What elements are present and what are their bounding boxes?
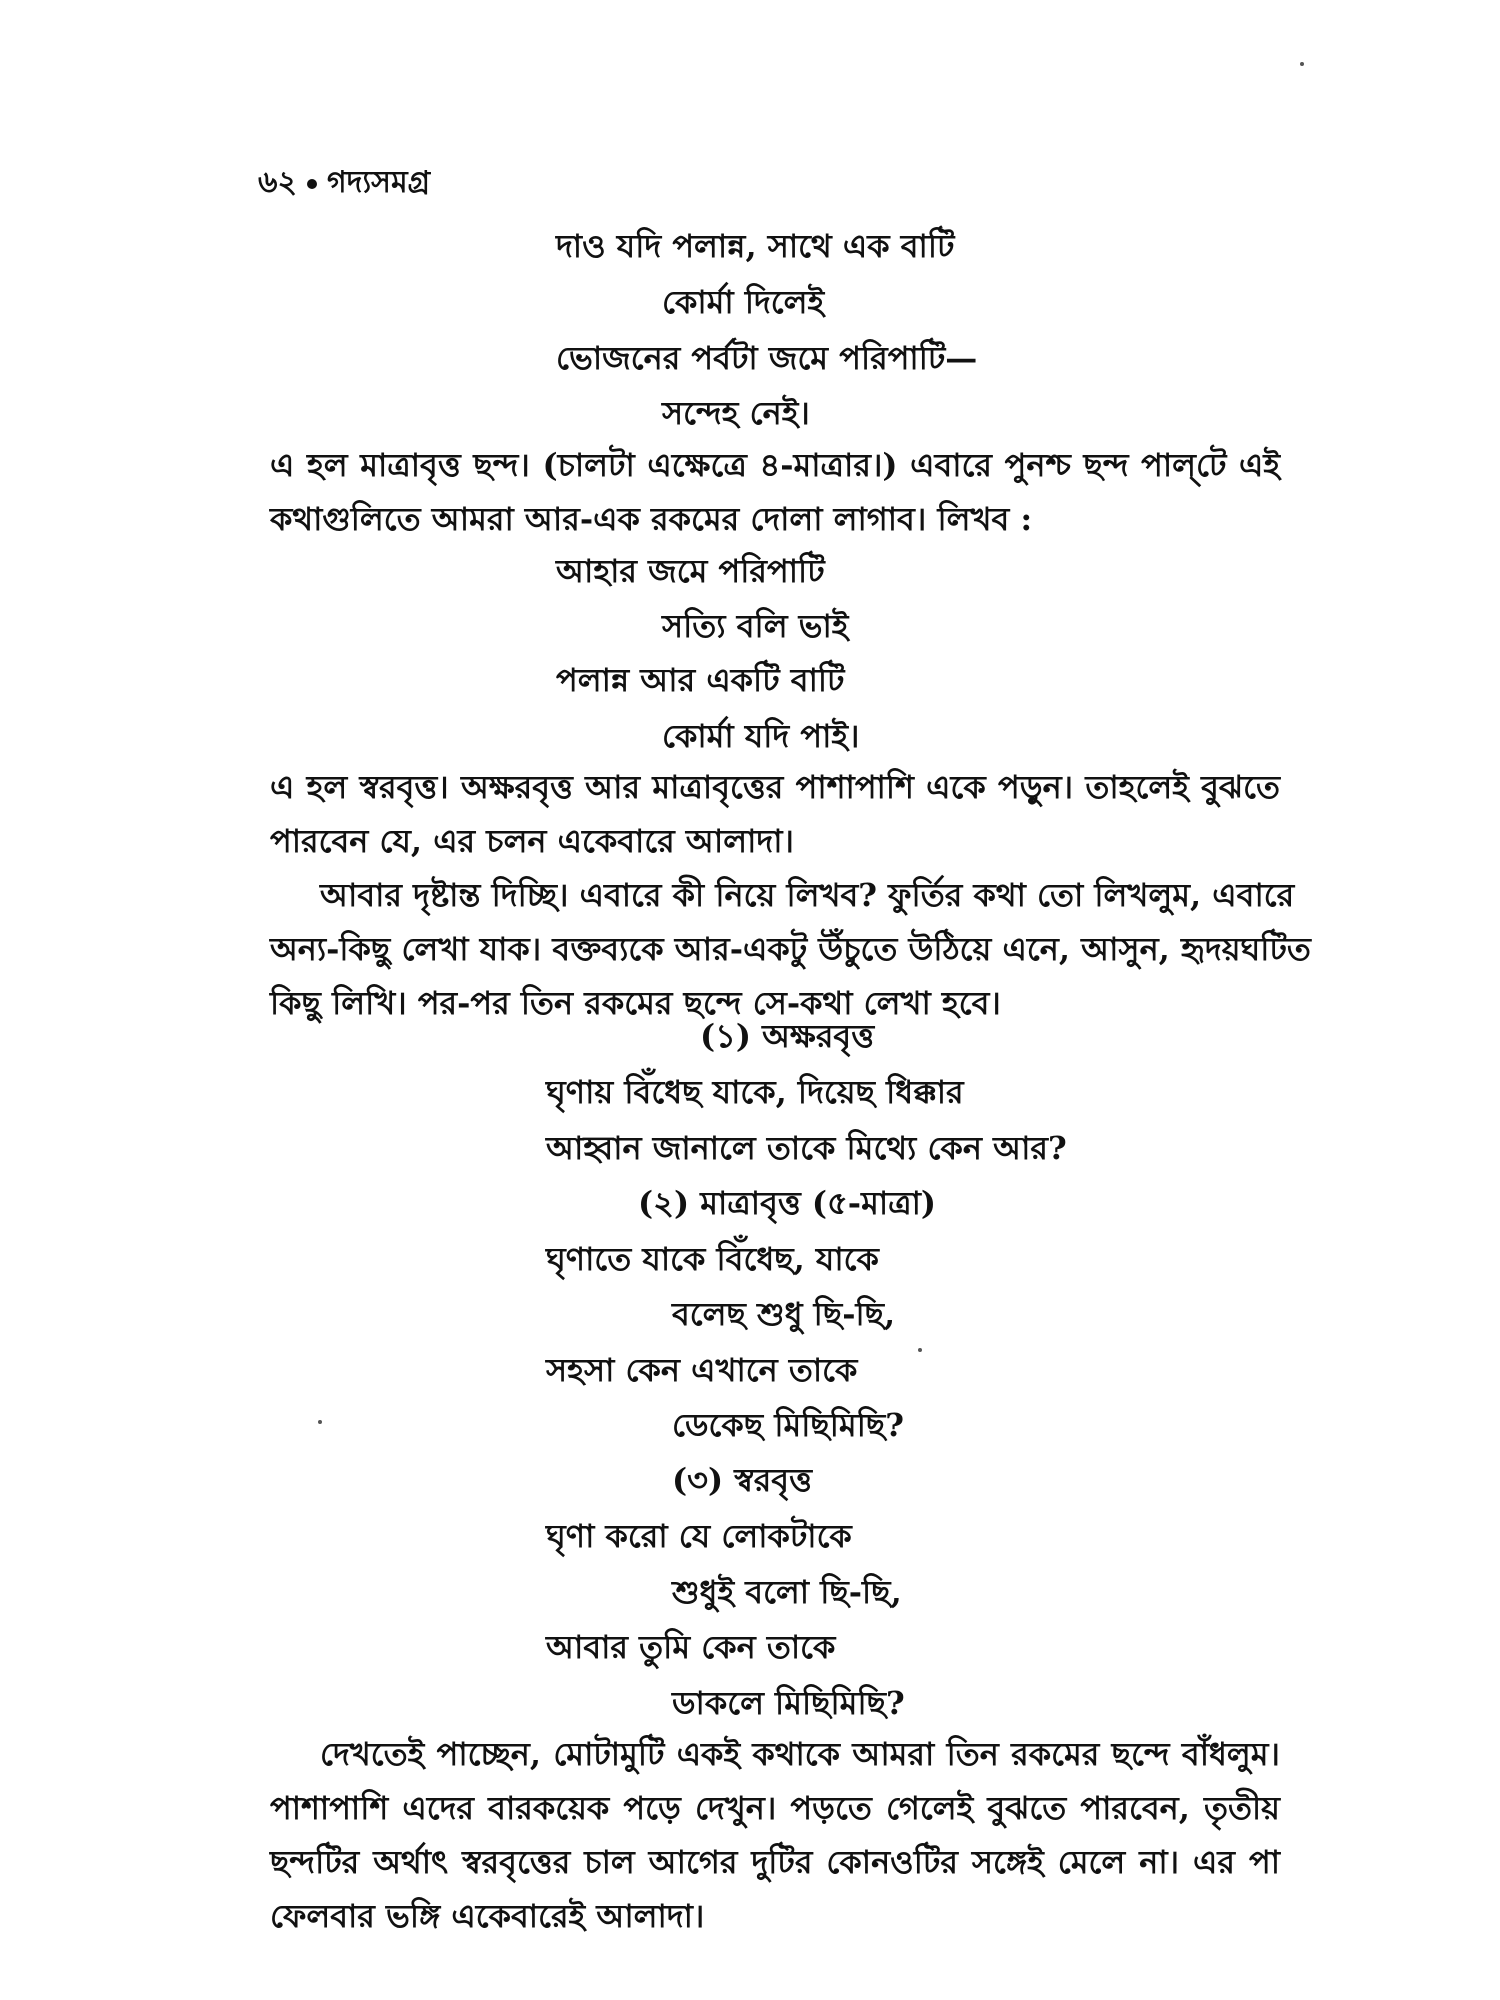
running-header — [258, 158, 430, 209]
poem-line: দাও যদি পলান্ন, সাথে এক বাটি — [556, 227, 955, 265]
section-heading: (১) অক্ষরবৃত্ত — [700, 1017, 875, 1055]
poem-line: বলেছ শুধু ছি-ছি, — [672, 1295, 896, 1333]
bullet-separator — [307, 179, 317, 189]
paragraph-line: দেখতেই পাচ্ছেন, মোটামুটি একই কথাকে আমরা তিন রকমের ছন্দে বাঁধলুম। — [320, 1735, 1280, 1773]
poem-line: কোর্মা দিলেই — [662, 283, 825, 321]
poem-line: ঘৃণায় বিঁধেছ যাকে, দিয়েছ ধিক্কার — [546, 1073, 964, 1111]
paragraph — [270, 760, 1280, 868]
poem-line: সন্দেহ নেই। — [662, 394, 810, 432]
poem-line: আবার তুমি কেন তাকে — [546, 1628, 836, 1666]
paragraph-line: ফেলবার ভঙ্গি একেবারেই আলাদা। — [270, 1897, 705, 1935]
scan-speck — [918, 1348, 922, 1352]
scan-speck — [1300, 62, 1304, 66]
poem-line: আহ্বান জানালে তাকে মিথ্যে কেন আর? — [546, 1129, 1067, 1167]
paragraph — [270, 868, 1311, 1030]
paragraph-line: এ হল স্বরবৃত্ত। অক্ষরবৃত্ত আর মাত্রাবৃত্তের পাশাপাশি একে পড়ুন। তাহলেই বুঝতে — [270, 768, 1280, 806]
paragraph — [270, 438, 1280, 546]
paragraph-line: কিছু লিখি। পর-পর তিন রকমের ছন্দে সে-কথা লেখা হবে। — [270, 984, 1001, 1022]
poem-line: সত্যি বলি ভাই — [662, 607, 849, 645]
paragraph-line: অন্য-কিছু লেখা যাক। বক্তব্যকে আর-একটু উঁচুতে উঠিয়ে এনে, আসুন, হৃদয়ঘটিত — [270, 930, 1311, 968]
poem-line: সহসা কেন এখানে তাকে — [546, 1351, 858, 1389]
poem-line: ঘৃণা করো যে লোকটাকে — [546, 1517, 852, 1555]
poem-line: ডাকলে মিছিমিছি? — [672, 1684, 905, 1722]
poem-line: শুধুই বলো ছি-ছি, — [672, 1573, 902, 1611]
paragraph-line: আবার দৃষ্টান্ত দিচ্ছি। এবারে কী নিয়ে লিখব? ফুর্তির কথা তো লিখলুম, এবারে — [320, 876, 1295, 914]
poem-line: ঘৃণাতে যাকে বিঁধেছ, যাকে — [546, 1240, 879, 1278]
paragraph-line: পারবেন যে, এর চলন একেবারে আলাদা। — [270, 822, 794, 860]
section-heading: (২) মাত্রাবৃত্ত (৫-মাত্রা) — [638, 1184, 937, 1222]
paragraph-line: পাশাপাশি এদের বারকয়েক পড়ে দেখুন। পড়তে গেলেই বুঝতে পারবেন, তৃতীয় — [270, 1789, 1280, 1827]
paragraph-line: ছন্দটির অর্থাৎ স্বরবৃত্তের চাল আগের দুটির কোনওটির সঙ্গেই মেলে না। এর পা — [270, 1843, 1280, 1881]
poem-line: আহার জমে পরিপাটি — [556, 552, 825, 590]
paragraph-line: কথাগুলিতে আমরা আর-এক রকমের দোলা লাগাব। লিখব : — [270, 500, 1033, 538]
poem-line: ভোজনের পর্বটা জমে পরিপাটি— — [556, 339, 978, 377]
scan-speck — [318, 1420, 322, 1424]
book-title: গদ্যসমগ্র — [327, 165, 431, 200]
paragraph-line: এ হল মাত্রাবৃত্ত ছন্দ। (চালটা এক্ষেত্রে ৪-মাত্রার।) এবারে পুনশ্চ ছন্দ পাল্‌টে এই — [270, 446, 1280, 484]
paragraph — [270, 1727, 1280, 1943]
poem-line: ডেকেছ মিছিমিছি? — [672, 1406, 905, 1444]
section-heading: (৩) স্বরবৃত্ত — [672, 1461, 813, 1499]
page-number: ৬২ — [258, 165, 298, 200]
poem-line: কোর্মা যদি পাই। — [662, 717, 860, 755]
poem-line: পলান্ন আর একটি বাটি — [556, 661, 845, 699]
